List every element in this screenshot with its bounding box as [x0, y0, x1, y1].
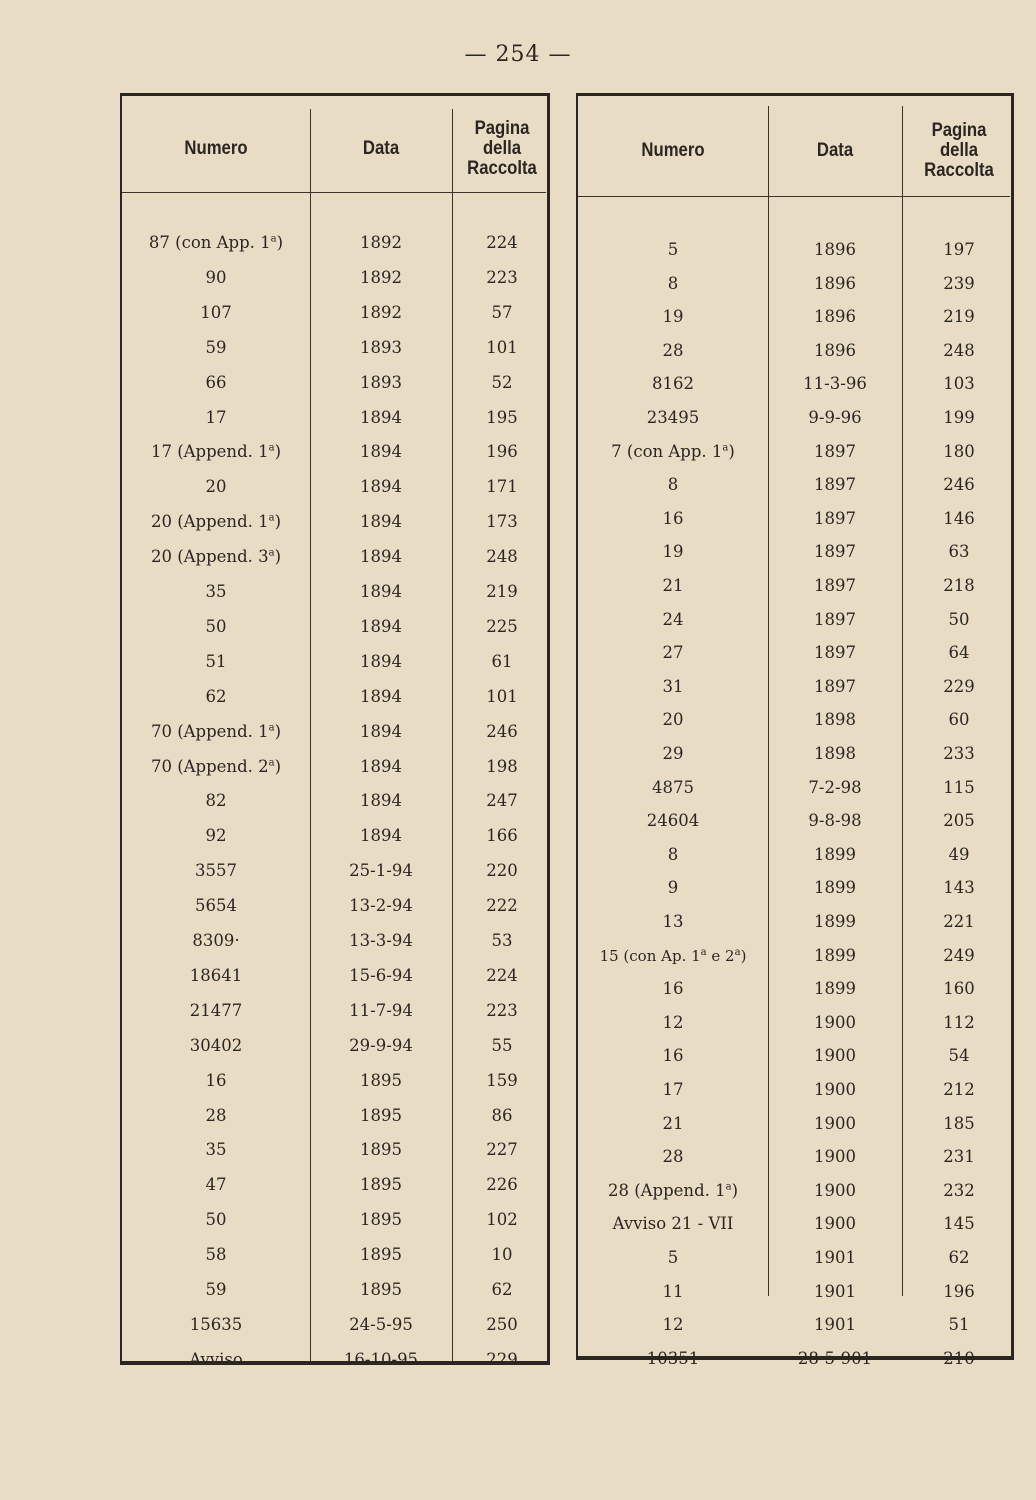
data-cell: 1901	[814, 1281, 856, 1301]
numero-cell: 66	[205, 372, 227, 392]
pagina-cell: 196	[486, 442, 518, 462]
data-cell: 1897	[814, 508, 856, 528]
numero-cell: 8309·	[192, 931, 240, 950]
data-cell: 1897	[814, 676, 856, 696]
data-cell: 1899	[814, 979, 856, 999]
pagina-cell: 102	[486, 1210, 518, 1230]
numero-cell: 5654	[195, 896, 237, 916]
data-cell: 1900	[814, 1046, 856, 1066]
data-cell: 1894	[360, 477, 402, 497]
pagina-cell: 225	[486, 616, 518, 636]
pagina-cell: 195	[486, 407, 518, 427]
numero-cell: 35	[205, 1140, 227, 1160]
numero-cell: 59	[205, 1280, 227, 1299]
header-line: della	[939, 140, 979, 161]
data-cell: 1897	[814, 576, 856, 595]
pagina-cell: 166	[486, 826, 518, 846]
pagina-cell: 250	[486, 1314, 518, 1334]
data-cell: 1899	[814, 844, 856, 864]
numero-cell: 12	[662, 1315, 684, 1335]
table-row	[122, 1029, 552, 1063]
pagina-cell: 212	[943, 1080, 975, 1099]
data-cell: 1899	[814, 878, 856, 898]
pagina-cell: 101	[486, 337, 518, 357]
data-cell: 1894	[360, 826, 402, 846]
data-cell: 1900	[814, 1080, 856, 1099]
pagina-cell: 115	[943, 777, 975, 797]
data-cell: 1899	[814, 912, 856, 931]
data-cell: 1900	[814, 1180, 856, 1200]
table-row	[578, 367, 1016, 401]
numero-cell: 50	[205, 616, 227, 636]
pagina-cell: 197	[943, 240, 975, 259]
pagina-cell: 49	[948, 844, 970, 864]
right-column-header-data	[776, 106, 894, 196]
data-cell: 1897	[814, 542, 856, 562]
pagina-cell: 173	[486, 512, 518, 532]
left-column-header-pagina	[458, 106, 546, 192]
numero-cell: 7 (con App. 1$^a$)	[611, 441, 735, 461]
pagina-cell: 50	[948, 609, 970, 629]
numero-cell: 28	[662, 1147, 684, 1167]
pagina-cell: 61	[491, 651, 513, 671]
table-row	[578, 1207, 1016, 1241]
numero-cell: 19	[662, 307, 684, 327]
numero-cell: 58	[205, 1245, 227, 1265]
data-cell: 25-1-94	[349, 861, 413, 881]
data-cell: 1896	[814, 240, 856, 259]
data-cell: 1901	[814, 1315, 856, 1335]
left-column-header-numero	[133, 106, 298, 192]
numero-cell: 47	[205, 1175, 227, 1195]
data-cell: 1894	[360, 791, 402, 811]
numero-cell: 92	[205, 826, 227, 846]
table-row	[578, 569, 1016, 603]
table-row	[122, 261, 552, 295]
numero-cell: 4875	[652, 777, 694, 797]
pagina-cell: 103	[943, 374, 975, 394]
numero-cell: Avviso	[189, 1349, 243, 1369]
pagina-cell: 227	[486, 1140, 518, 1160]
table-row	[578, 939, 1016, 973]
numero-cell: 16	[662, 979, 684, 999]
numero-cell: 90	[205, 267, 227, 287]
data-cell: 1900	[814, 1147, 856, 1167]
table-row	[578, 737, 1016, 771]
table-row	[122, 505, 552, 539]
header-line: della	[482, 138, 522, 159]
numero-cell: 62	[205, 686, 227, 706]
pagina-cell: 224	[486, 965, 518, 985]
data-cell: 1894	[360, 616, 402, 636]
table-row	[122, 1203, 552, 1237]
data-cell: 28-5-901	[797, 1348, 873, 1368]
pagina-cell: 199	[943, 408, 975, 427]
data-cell: 1894	[360, 721, 402, 741]
pagina-cell: 224	[486, 233, 518, 252]
data-cell: 1895	[360, 1140, 402, 1160]
table-row	[578, 1342, 1016, 1376]
data-cell: 1895	[360, 1245, 402, 1265]
table-row	[578, 1174, 1016, 1208]
table-row	[578, 233, 1016, 267]
numero-cell: 20 (Append. 3$^a$)	[150, 547, 282, 567]
right-ledger-table	[576, 93, 1014, 1368]
numero-cell: 16	[662, 1046, 684, 1066]
table-row	[578, 972, 1016, 1006]
right-column-header-pagina	[909, 106, 1009, 196]
header-label: Data	[816, 140, 854, 161]
data-cell: 1900	[814, 1113, 856, 1133]
data-cell: 1894	[360, 512, 402, 532]
pagina-cell: 246	[486, 721, 518, 741]
pagina-cell: 248	[486, 547, 518, 567]
data-cell: 1898	[814, 744, 856, 763]
data-cell: 1895	[360, 1105, 402, 1125]
table-row	[122, 1168, 552, 1202]
table-row	[122, 819, 552, 853]
data-cell: 1893	[360, 337, 402, 357]
pagina-cell: 249	[943, 945, 975, 965]
numero-cell: 29	[662, 744, 684, 763]
data-cell: 1897	[814, 609, 856, 629]
numero-cell: 27	[662, 643, 684, 663]
pagina-cell: 222	[486, 896, 518, 916]
data-cell: 1894	[360, 651, 402, 671]
table-row	[122, 924, 552, 958]
header-line: Pagina	[931, 120, 987, 141]
table-row	[122, 435, 552, 469]
pagina-cell: 219	[486, 582, 518, 601]
pagina-cell: 86	[491, 1105, 513, 1125]
numero-cell: 30402	[189, 1035, 243, 1055]
table-row	[122, 1343, 552, 1377]
table-row	[578, 1241, 1016, 1275]
table-row	[122, 366, 552, 400]
data-cell: 1894	[360, 756, 402, 776]
data-cell: 1894	[360, 442, 402, 462]
table-row	[578, 334, 1016, 368]
numero-cell: 82	[205, 791, 227, 811]
numero-cell: 17 (Append. 1$^a$)	[150, 442, 282, 462]
table-row	[578, 670, 1016, 704]
pagina-cell: 101	[486, 686, 518, 706]
table-row	[122, 750, 552, 784]
table-row	[578, 1039, 1016, 1073]
table-row	[122, 854, 552, 888]
pagina-cell: 146	[943, 508, 975, 528]
pagina-cell: 143	[943, 878, 975, 898]
table-row	[122, 645, 552, 679]
numero-cell: 15635	[189, 1314, 243, 1334]
numero-cell: 28	[205, 1105, 227, 1125]
left-ledger-table	[120, 93, 550, 1369]
pagina-cell: 160	[943, 979, 975, 999]
numero-cell: 11	[662, 1281, 684, 1301]
data-cell: 16-10-95	[343, 1349, 419, 1369]
numero-cell: 21477	[189, 1000, 243, 1020]
numero-cell: 12	[662, 1012, 684, 1032]
table-row	[578, 267, 1016, 301]
numero-cell: 21	[662, 576, 684, 595]
numero-cell: 50	[205, 1210, 227, 1230]
table-row	[122, 296, 552, 330]
numero-cell: 70 (Append. 1$^a$)	[150, 721, 282, 741]
table-row	[122, 994, 552, 1028]
pagina-cell: 52	[491, 372, 513, 392]
table-row	[578, 603, 1016, 637]
table-row	[122, 1308, 552, 1342]
page-number: — 254 —	[464, 42, 572, 67]
table-row	[122, 470, 552, 504]
data-cell: 13-3-94	[349, 931, 413, 950]
table-row	[122, 680, 552, 714]
table-row	[578, 771, 1016, 805]
numero-cell: 3557	[195, 861, 237, 881]
table-row	[122, 784, 552, 818]
pagina-cell: 239	[943, 273, 975, 293]
data-cell: 1893	[360, 372, 402, 392]
pagina-cell: 218	[943, 576, 975, 595]
table-row	[578, 871, 1016, 905]
left-header-rule	[122, 192, 546, 193]
data-cell: 1895	[360, 1210, 402, 1230]
header-label: Numero	[641, 140, 705, 161]
data-cell: 1895	[360, 1070, 402, 1090]
table-row	[122, 540, 552, 574]
numero-cell: 16	[662, 508, 684, 528]
pagina-cell: 221	[943, 912, 975, 931]
data-cell: 1897	[814, 475, 856, 495]
pagina-cell: 223	[486, 1000, 518, 1020]
pagina-cell: 57	[491, 302, 513, 322]
data-cell: 24-5-95	[349, 1314, 413, 1334]
data-cell: 1895	[360, 1280, 402, 1299]
table-row	[122, 1099, 552, 1133]
table-row	[122, 610, 552, 644]
data-cell: 9-8-98	[808, 811, 862, 831]
header-label: Data	[362, 138, 400, 159]
pagina-cell: 62	[491, 1280, 513, 1299]
pagina-cell: 10	[491, 1245, 513, 1265]
pagina-cell: 63	[948, 542, 970, 562]
data-cell: 1896	[814, 307, 856, 327]
table-row	[578, 804, 1016, 838]
header-label: Numero	[184, 138, 248, 159]
data-cell: 1901	[814, 1248, 856, 1267]
numero-cell: 23495	[646, 408, 700, 427]
numero-cell: 10351	[646, 1348, 700, 1368]
table-row	[578, 1006, 1016, 1040]
numero-cell: 107	[200, 302, 232, 322]
table-row	[578, 703, 1016, 737]
table-row	[122, 959, 552, 993]
numero-cell: 8162	[652, 374, 694, 394]
numero-cell: 18641	[189, 965, 243, 985]
table-row	[578, 636, 1016, 670]
pagina-cell: 219	[943, 307, 975, 327]
pagina-cell: 180	[943, 441, 975, 461]
pagina-cell: 53	[491, 931, 513, 950]
table-row	[122, 715, 552, 749]
pagina-cell: 233	[943, 744, 975, 763]
numero-cell: 70 (Append. 2$^a$)	[150, 756, 282, 776]
data-cell: 1892	[360, 302, 402, 322]
pagina-cell: 171	[486, 477, 518, 497]
numero-cell: 19	[662, 542, 684, 562]
pagina-cell: 64	[948, 643, 970, 663]
table-row	[122, 331, 552, 365]
data-cell: 11-7-94	[349, 1000, 413, 1020]
data-cell: 1900	[814, 1214, 856, 1234]
numero-cell: 87 (con App. 1$^a$)	[148, 233, 284, 252]
numero-cell: 15 (con Ap. 1$^a$ e 2$^a$)	[599, 946, 747, 965]
numero-cell: 8	[667, 273, 679, 293]
table-row	[578, 468, 1016, 502]
table-row	[122, 575, 552, 609]
table-row	[122, 889, 552, 923]
table-row	[578, 435, 1016, 469]
pagina-cell: 232	[943, 1180, 975, 1200]
pagina-cell: 210	[943, 1348, 975, 1368]
numero-cell: 24	[662, 609, 684, 629]
numero-cell: 5	[667, 1248, 679, 1267]
table-row	[578, 502, 1016, 536]
pagina-cell: 159	[486, 1070, 518, 1090]
data-cell: 29-9-94	[349, 1035, 413, 1055]
table-row	[578, 1107, 1016, 1141]
numero-cell: 21	[662, 1113, 684, 1133]
table-row	[578, 1073, 1016, 1107]
table-row	[578, 535, 1016, 569]
pagina-cell: 220	[486, 861, 518, 881]
right-header-rule	[578, 196, 1010, 197]
numero-cell: 31	[662, 676, 684, 696]
header-line: Raccolta	[924, 160, 994, 181]
pagina-cell: 62	[948, 1248, 970, 1267]
numero-cell: Avviso 21 - VII	[612, 1214, 734, 1234]
data-cell: 1894	[360, 547, 402, 567]
table-row	[578, 1308, 1016, 1342]
pagina-cell: 196	[943, 1281, 975, 1301]
data-cell: 9-9-96	[808, 408, 862, 427]
numero-cell: 28	[662, 340, 684, 360]
table-row	[122, 1133, 552, 1167]
data-cell: 1895	[360, 1175, 402, 1195]
left-column-header-data	[319, 106, 444, 192]
numero-cell: 24604	[646, 811, 700, 831]
table-row	[122, 1273, 552, 1307]
numero-cell: 8	[667, 844, 679, 864]
numero-cell: 20	[205, 477, 227, 497]
pagina-cell: 55	[491, 1035, 513, 1055]
header-line: Raccolta	[467, 158, 537, 179]
pagina-cell: 60	[948, 710, 970, 730]
pagina-cell: 112	[943, 1012, 975, 1032]
pagina-cell: 226	[486, 1175, 518, 1195]
data-cell: 1896	[814, 273, 856, 293]
pagina-cell: 51	[948, 1315, 970, 1335]
data-cell: 7-2-98	[808, 777, 862, 797]
table-row	[578, 1140, 1016, 1174]
data-cell: 1894	[360, 582, 402, 601]
table-row	[122, 226, 552, 260]
data-cell: 1896	[814, 340, 856, 360]
numero-cell: 51	[205, 651, 227, 671]
pagina-cell: 231	[943, 1147, 975, 1167]
data-cell: 1892	[360, 233, 402, 252]
numero-cell: 13	[662, 912, 684, 931]
header-line: Pagina	[474, 118, 530, 139]
data-cell: 1897	[814, 643, 856, 663]
pagina-cell: 54	[948, 1046, 970, 1066]
pagina-cell: 229	[486, 1349, 518, 1369]
table-row	[122, 1064, 552, 1098]
data-cell: 1892	[360, 267, 402, 287]
numero-cell: 20 (Append. 1$^a$)	[150, 512, 282, 532]
data-cell: 1900	[814, 1012, 856, 1032]
table-row	[578, 1275, 1016, 1309]
table-row	[122, 1238, 552, 1272]
data-cell: 13-2-94	[349, 896, 413, 916]
table-row	[578, 838, 1016, 872]
right-column-header-numero	[589, 106, 756, 196]
pagina-cell: 247	[486, 791, 518, 811]
data-cell: 1897	[814, 441, 856, 461]
numero-cell: 5	[667, 240, 679, 259]
numero-cell: 16	[205, 1070, 227, 1090]
pagina-cell: 205	[943, 811, 975, 831]
data-cell: 11-3-96	[803, 374, 867, 394]
pagina-cell: 198	[486, 756, 518, 776]
numero-cell: 9	[667, 878, 679, 898]
pagina-cell: 223	[486, 267, 518, 287]
numero-cell: 17	[662, 1080, 684, 1099]
data-cell: 1894	[360, 686, 402, 706]
pagina-cell: 246	[943, 475, 975, 495]
data-cell: 1894	[360, 407, 402, 427]
numero-cell: 28 (Append. 1$^a$)	[607, 1180, 739, 1200]
pagina-cell: 248	[943, 340, 975, 360]
data-cell: 15-6-94	[349, 965, 413, 985]
numero-cell: 59	[205, 337, 227, 357]
numero-cell: 20	[662, 710, 684, 730]
numero-cell: 35	[205, 582, 227, 601]
table-row	[578, 401, 1016, 435]
table-row	[578, 905, 1016, 939]
numero-cell: 17	[205, 407, 227, 427]
data-cell: 1898	[814, 710, 856, 730]
table-row	[122, 401, 552, 435]
pagina-cell: 185	[943, 1113, 975, 1133]
pagina-cell: 145	[943, 1214, 975, 1234]
table-row	[578, 300, 1016, 334]
numero-cell: 8	[667, 475, 679, 495]
data-cell: 1899	[814, 945, 856, 965]
pagina-cell: 229	[943, 676, 975, 696]
